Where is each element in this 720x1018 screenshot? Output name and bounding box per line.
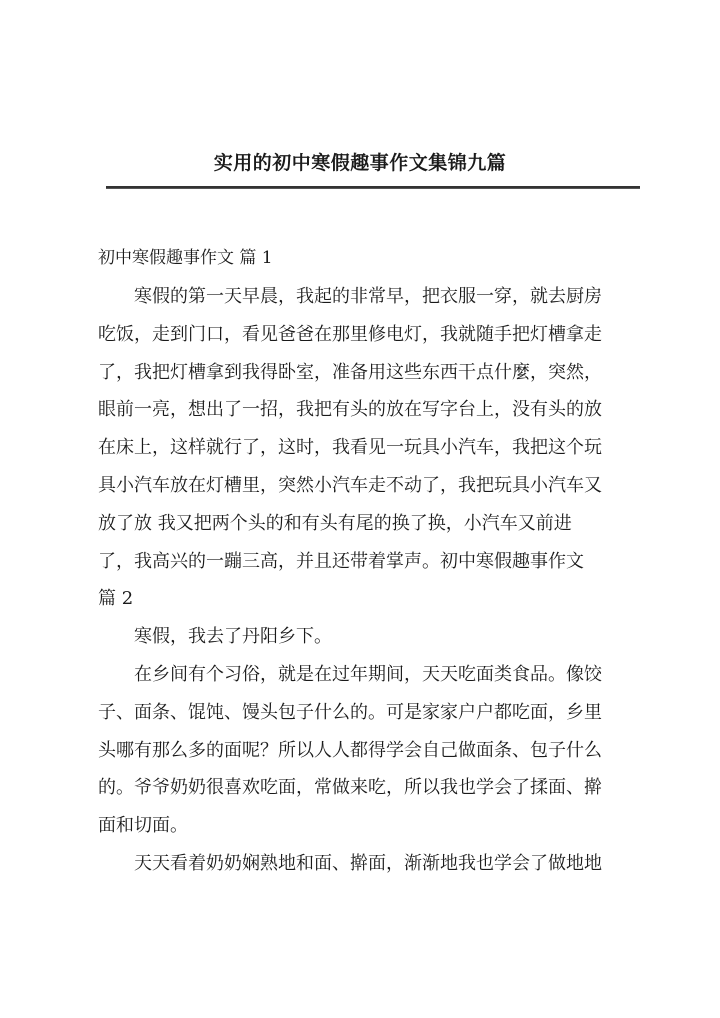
text-line: 放了放 我又把两个头的和有头有尾的换了换，小汽车又前进 — [98, 513, 572, 534]
text-line: 吃饭，走到门口，看见爸爸在那里修电灯，我就随手把灯槽拿走 — [98, 324, 602, 345]
text-line: 的。爷爷奶奶很喜欢吃面，常做来吃，所以我也学会了揉面、擀 — [98, 777, 602, 798]
text-line: 头哪有那么多的面呢？所以人人都得学会自己做面条、包子什么 — [98, 740, 602, 761]
text-line: 眼前一亮，想出了一招，我把有头的放在写字台上，没有头的放 — [98, 399, 602, 420]
text-line: 了，我把灯槽拿到我得卧室，准备用这些东西干点什麼，突然， — [98, 362, 602, 383]
text-line: 了，我高兴的一蹦三高，并且还带着掌声。初中寒假趣事作文 — [98, 551, 584, 572]
text-line: 具小汽车放在灯槽里，突然小汽车走不动了，我把玩具小汽车又 — [98, 475, 602, 496]
title-divider — [106, 186, 640, 189]
text-line: 篇 2 — [98, 588, 134, 609]
text-line: 寒假，我去了丹阳乡下。 — [134, 626, 332, 647]
text-line: 面和切面。 — [98, 815, 188, 836]
section-heading: 初中寒假趣事作文 篇 1 — [98, 248, 273, 268]
text-line: 子、面条、馄饨、馒头包子什么的。可是家家户户都吃面，乡里 — [98, 702, 602, 723]
text-line: 在床上，这样就行了，这时，我看见一玩具小汽车，我把这个玩 — [98, 437, 602, 458]
text-line: 寒假的第一天早晨，我起的非常早，把衣服一穿，就去厨房 — [134, 286, 602, 307]
text-line: 在乡间有个习俗，就是在过年期间，天天吃面类食品。像饺 — [134, 664, 602, 685]
text-line: 天天看着奶奶娴熟地和面、擀面，渐渐地我也学会了做地地 — [134, 853, 602, 874]
document-title: 实用的初中寒假趣事作文集锦九篇 — [213, 152, 507, 174]
